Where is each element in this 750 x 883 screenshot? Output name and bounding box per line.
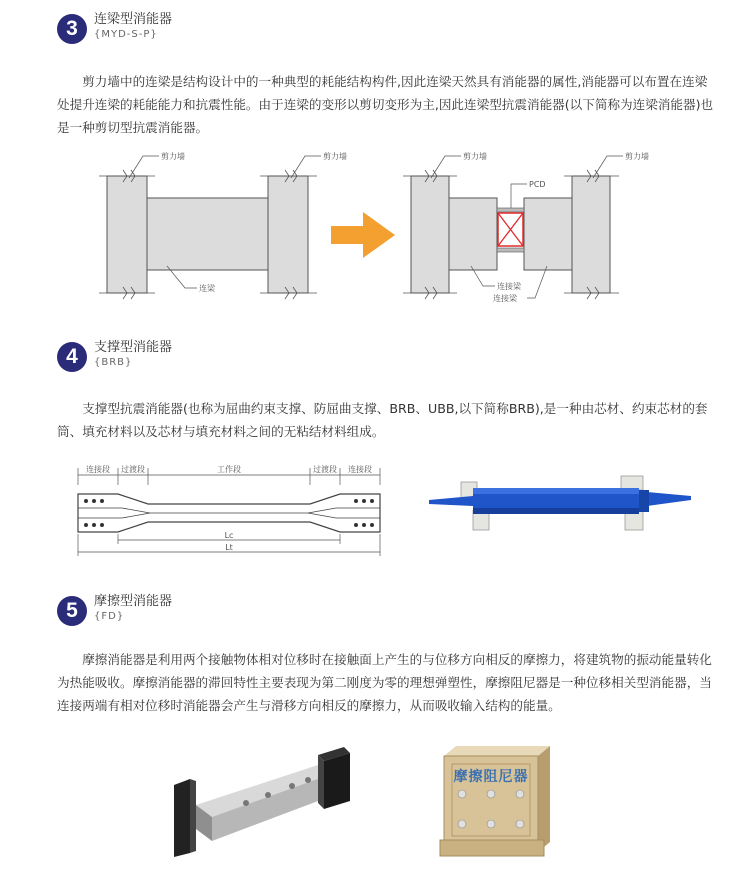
beam-label: 连接梁 — [493, 294, 517, 303]
section-4-header — [57, 340, 172, 372]
section-number-badge: 3 — [57, 14, 87, 44]
section-4-paragraph: 支撑型抗震消能器(也称为屈曲约束支撑、防屈曲支撑、BRB、UBB,以下简称BRB),是一种由芯材、约束芯材的套筒、填充材料以及芯材与填充材料之间的无粘结材料组成。 — [57, 401, 708, 439]
lt-label: Lt — [225, 543, 233, 552]
section-5-paragraph: 摩擦消能器是利用两个接触物体相对位移时在接触面上产生的与位移方向相反的摩擦力，将建筑物的振动能量转化为热能吸收。摩擦消能器的滞回特性主要表现为第二刚度为零的理想弹塑性，摩擦阻尼器是一种位移相关型消能器，当连接两端有相对位移时消能器会产生与滑移方向相反的摩擦力，从而吸收输入结构的能量。 — [57, 652, 712, 713]
arrow-icon — [331, 212, 395, 258]
segment-label: 过渡段 — [121, 465, 145, 474]
section-subtitle: {FD} — [94, 611, 125, 622]
coupling-beam — [147, 198, 268, 270]
section-subtitle: {MYD-S-P} — [94, 29, 158, 40]
wall-label: 剪力墙 — [463, 152, 487, 161]
coupling-beam — [524, 198, 572, 270]
wall-label: 剪力墙 — [323, 152, 347, 161]
section-subtitle: {BRB} — [94, 357, 133, 368]
beam-label: 连接梁 — [497, 282, 521, 291]
segment-label: 连接段 — [348, 465, 372, 474]
right-diagram — [403, 151, 649, 303]
section-number-badge: 4 — [57, 342, 87, 372]
coupling-beam-diagram — [95, 148, 685, 308]
shear-wall — [107, 176, 147, 293]
segment-label: 工作段 — [217, 465, 241, 474]
coupling-beam — [449, 198, 497, 270]
shear-wall — [572, 176, 610, 293]
section-title: 支撑型消能器 — [94, 340, 173, 355]
lc-label: Lc — [224, 531, 234, 540]
section-3-header — [57, 12, 172, 44]
brb-product-image — [425, 470, 695, 540]
section-5-header — [57, 594, 172, 626]
section-number-badge: 5 — [57, 596, 87, 626]
brb-diagram — [70, 460, 390, 560]
pcd-label: PCD — [529, 180, 546, 189]
section-title: 摩擦型消能器 — [94, 594, 173, 609]
left-diagram — [99, 151, 347, 299]
wall-label: 剪力墙 — [161, 152, 185, 161]
segment-label: 过渡段 — [313, 465, 337, 474]
friction-damper-box-image — [438, 742, 554, 860]
beam-label: 连梁 — [199, 284, 215, 293]
shear-wall — [411, 176, 449, 293]
section-title: 连梁型消能器 — [94, 12, 173, 27]
shear-wall — [268, 176, 308, 293]
friction-damper-rod-image — [168, 745, 358, 860]
segment-label: 连接段 — [86, 465, 110, 474]
product-label: 摩擦阻尼器 — [453, 769, 529, 785]
wall-label: 剪力墙 — [625, 152, 649, 161]
section-3-paragraph: 剪力墙中的连梁是结构设计中的一种典型的耗能结构构件,因此连梁天然具有消能器的属性,消能器可以布置在连梁处提升连梁的耗能能力和抗震性能。由于连梁的变形以剪切变形为主,因此连梁型抗震消能器(以下简称为连梁消能器)也是一种剪切型抗震消能器。 — [57, 74, 714, 135]
